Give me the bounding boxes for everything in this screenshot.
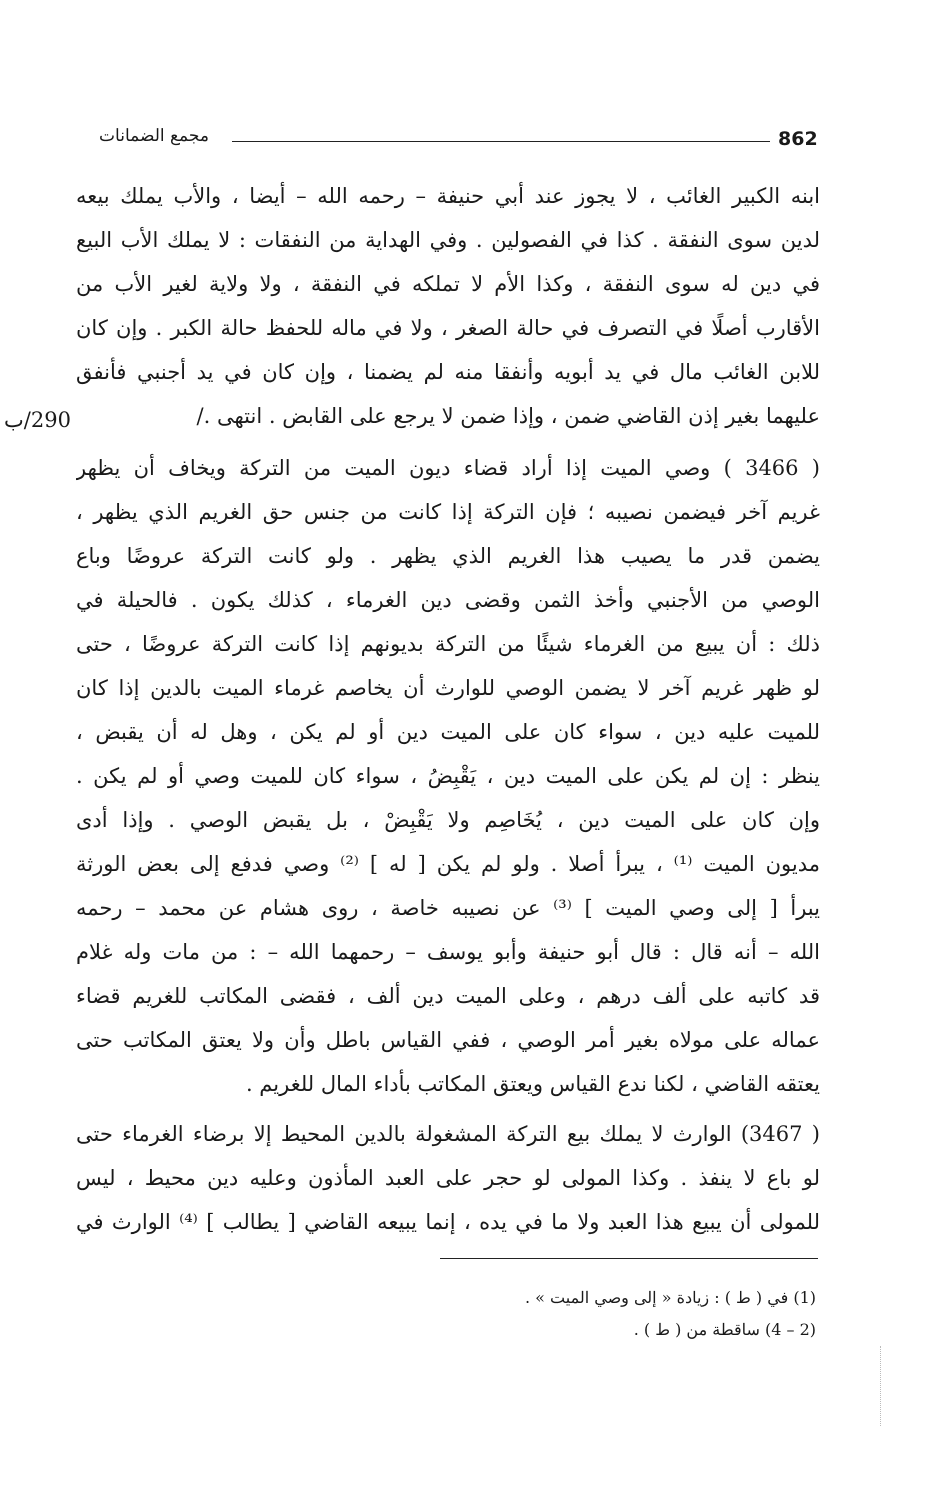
text-line: وإن كان على الميت دين ، يُخَاصِم ولا يَقْبِضْ ، بل يقبض الوصي . وإذا أدى <box>76 808 820 832</box>
text-line: للميت عليه دين ، سواء كان على الميت دين أو لم يكن ، وهل له أن يقبض ، <box>76 720 820 744</box>
text-line: غريم آخر فيضمن نصيبه ؛ فإن التركة إذا كانت من جنس حق الغريم الذي يظهر ، <box>76 500 820 524</box>
text-line: لو ظهر غريم آخر لا يضمن الوصي للوارث أن يخاصم غرماء الميت بالدين إذا كان <box>76 676 820 700</box>
text-line: عماله على مولاه بغير أمر الوصي ، ففي القياس باطل وأن ولا يعتق المكاتب حتى <box>76 1028 820 1052</box>
paragraph-3467 <box>76 1112 820 1244</box>
scan-speckle <box>880 1346 882 1426</box>
text-line: ( 3467) الوارث لا يملك بيع التركة المشغولة بالدين المحيط إلا برضاء الغرماء حتى <box>76 1122 820 1146</box>
text-line: ينظر : إن لم يكن على الميت دين ، يَقْبِضُ ، سواء كان للميت وصي أو لم يكن . <box>76 764 820 788</box>
text-line: يضمن قدر ما يصيب هذا الغريم الذي يظهر . ولو كانت التركة عروضًا وباع <box>76 544 820 568</box>
header-rule <box>232 141 770 142</box>
text-line: ذلك : أن يبيع من الغرماء شيئًا من التركة بديونهم إذا كانت التركة عروضًا ، حتى <box>76 632 820 656</box>
page-number: 862 <box>778 128 818 150</box>
paragraph-3466 <box>76 446 820 1106</box>
text-line: لدين سوى النفقة . كذا في الفصولين . وفي الهداية من النفقات : لا يملك الأب البيع <box>76 228 820 252</box>
text-line: قد كاتبه على ألف درهم ، وعلى الميت دين ألف ، فقضى المكاتب للغريم قضاء <box>76 984 820 1008</box>
folio-margin-note: 290/ب <box>4 408 71 432</box>
running-title: مجمع الضمانات <box>99 126 209 146</box>
footnote-rule <box>440 1258 818 1259</box>
text-line: ( 3466 ) وصي الميت إذا أراد قضاء ديون الميت من التركة ويخاف أن يظهر <box>76 456 820 480</box>
text-line: للابن الغائب مال في يد أبويه وأنفقا منه لم يضمنا ، وإن كان في يد أجنبي فأنفق <box>76 360 820 384</box>
text-line: ابنه الكبير الغائب ، لا يجوز عند أبي حنيفة – رحمه الله – أيضا ، والأب يملك بيعه <box>76 184 820 208</box>
text-line: عليهما بغير إذن القاضي ضمن ، وإذا ضمن لا يرجع على القابض . انتهى ./ <box>196 404 820 428</box>
footnotes <box>440 1282 816 1346</box>
text-line: يبرأ [ إلى وصي الميت ] ⁽³⁾ عن نصيبه خاصة ، روى هشام عن محمد – رحمه <box>76 896 820 920</box>
text-line: الله – أنه قال : قال أبو حنيفة وأبو يوسف – رحمهما الله – : من مات وله غلام <box>76 940 820 964</box>
text-line: مديون الميت ⁽¹⁾ ، يبرأ أصلا . ولو لم يكن [ له ] ⁽²⁾ وصي فدفع إلى بعض الورثة <box>76 852 820 876</box>
text-line: لو باع لا ينفذ . وكذا المولى لو حجر على العبد المأذون وعليه دين محيط ، ليس <box>76 1166 820 1190</box>
text-line: الوصي من الأجنبي وأخذ الثمن وقضى دين الغرماء ، كذلك يكون . فالحيلة في <box>76 588 820 612</box>
text-line: في دين له سوى النفقة ، وكذا الأم لا تملكه في النفقة ، ولا ولاية لغير الأب من <box>76 272 820 296</box>
text-line: للمولى أن يبيع هذا العبد ولا ما في يده ، إنما يبيعه القاضي [ يطالب ] ⁽⁴⁾ الوارث في <box>76 1210 820 1234</box>
text-line: الأقارب أصلًا في التصرف في حالة الصغر ، ولا في ماله للحفظ حالة الكبر . وإن كان <box>76 316 820 340</box>
footnote: (1) في ( ط ) : زيادة « إلى وصي الميت » . <box>524 1288 816 1307</box>
footnote: (2 – 4) ساقطة من ( ط ) . <box>633 1320 816 1339</box>
paragraph-1 <box>76 174 820 438</box>
text-line: يعتقه القاضي ، لكنا ندع القياس ويعتق المكاتب بأداء المال للغريم . <box>245 1072 820 1096</box>
